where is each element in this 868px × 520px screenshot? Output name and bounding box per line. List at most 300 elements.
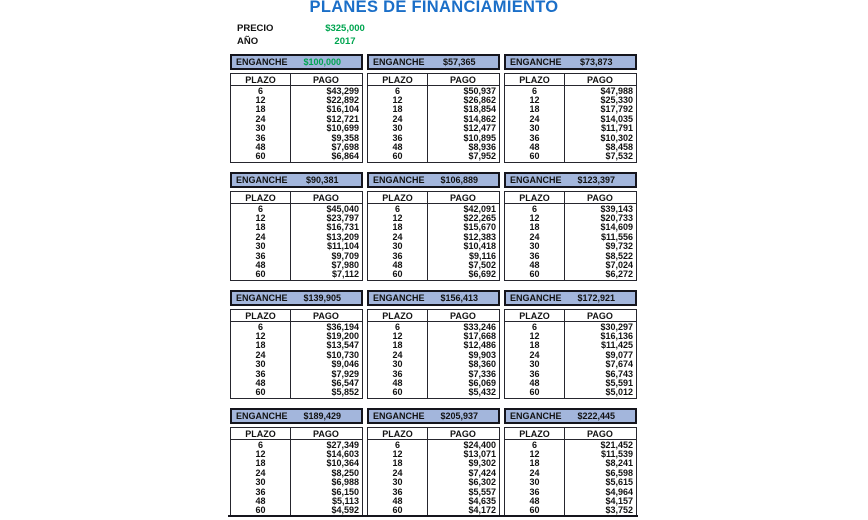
pago-cell: $7,929 (331, 368, 359, 379)
table-header-row (368, 428, 499, 440)
plazo-cell: 6 (257, 439, 263, 450)
table-row (368, 378, 499, 387)
pago-column-header: PAGO (313, 192, 339, 203)
table-row (368, 449, 499, 458)
table-header-row (231, 310, 362, 322)
page-title: PLANES DE FINANCIAMIENTO (309, 0, 559, 16)
table-row (231, 152, 362, 161)
pago-cell: $6,069 (468, 378, 496, 389)
payment-table (504, 309, 637, 399)
payment-table (230, 427, 363, 517)
table-row (231, 322, 362, 331)
pago-column-header: PAGO (587, 428, 613, 439)
table-rows (505, 440, 636, 515)
table-row (505, 223, 636, 232)
plazo-cell: 24 (255, 467, 266, 478)
pago-cell: $9,903 (468, 349, 496, 360)
enganche-label: ENGANCHE (510, 293, 562, 303)
plazo-cell: 30 (529, 359, 540, 370)
table-rows (505, 322, 636, 397)
table-rows (368, 322, 499, 397)
table-rows (368, 204, 499, 279)
plazo-cell: 60 (392, 151, 403, 162)
table-rows (368, 86, 499, 161)
plazo-cell: 6 (394, 439, 400, 450)
enganche-value: $123,397 (577, 175, 616, 185)
pago-cell: $8,522 (605, 250, 633, 261)
enganche-value: $205,937 (440, 411, 479, 421)
enganche-value: $100,000 (303, 57, 342, 67)
plazo-cell: 48 (392, 260, 403, 271)
table-row (231, 223, 362, 232)
table-row (368, 232, 499, 241)
plazo-column-header: PLAZO (245, 310, 276, 321)
plans-grid (230, 54, 637, 517)
table-row (368, 124, 499, 133)
table-row (505, 242, 636, 251)
pago-cell: $7,698 (331, 142, 359, 153)
plazo-cell: 18 (255, 340, 266, 351)
table-row (505, 459, 636, 468)
pago-cell: $11,539 (600, 449, 633, 460)
plazo-cell: 24 (392, 467, 403, 478)
table-row (368, 322, 499, 331)
plazo-cell: 6 (394, 85, 400, 96)
enganche-header (367, 172, 500, 188)
table-row (505, 350, 636, 359)
plazo-cell: 18 (529, 340, 540, 351)
precio-label: PRECIO (237, 23, 274, 34)
plazo-cell: 36 (255, 132, 266, 143)
pago-cell: $3,752 (605, 505, 633, 516)
ano-row (237, 35, 387, 48)
table-row (231, 251, 362, 260)
enganche-header (504, 172, 637, 188)
table-row (231, 369, 362, 378)
plazo-cell: 48 (392, 142, 403, 153)
pago-cell: $5,113 (331, 496, 359, 507)
plazo-cell: 18 (255, 222, 266, 233)
plazo-cell: 36 (392, 250, 403, 261)
pago-column-header: PAGO (450, 310, 476, 321)
table-row (231, 360, 362, 369)
enganche-header (367, 408, 500, 424)
table-header-row (505, 310, 636, 322)
plazo-cell: 48 (529, 496, 540, 507)
pago-cell: $7,424 (468, 467, 496, 478)
pago-cell: $17,668 (463, 331, 496, 342)
pago-cell: $16,104 (326, 104, 359, 115)
pago-cell: $27,349 (326, 439, 359, 450)
table-rows (505, 204, 636, 279)
pago-cell: $6,302 (468, 477, 496, 488)
enganche-label: ENGANCHE (236, 57, 288, 67)
pago-cell: $4,172 (468, 505, 496, 516)
table-header-row (231, 192, 362, 204)
pago-cell: $7,980 (331, 260, 359, 271)
enganche-header (230, 408, 363, 424)
plazo-cell: 60 (392, 269, 403, 280)
pago-cell: $12,486 (463, 340, 496, 351)
pago-column-header: PAGO (450, 428, 476, 439)
plazo-cell: 30 (255, 359, 266, 370)
plazo-cell: 18 (392, 222, 403, 233)
plazo-cell: 12 (255, 95, 266, 106)
plazo-cell: 36 (529, 132, 540, 143)
table-row (368, 223, 499, 232)
pago-cell: $15,670 (463, 222, 496, 233)
payment-table (504, 73, 637, 163)
table-header-row (231, 428, 362, 440)
plazo-cell: 60 (255, 269, 266, 280)
table-row (231, 496, 362, 505)
table-row (368, 213, 499, 222)
plazo-cell: 48 (529, 378, 540, 389)
plazo-cell: 36 (392, 132, 403, 143)
table-rows (231, 322, 362, 397)
plazo-cell: 48 (255, 378, 266, 389)
plazo-cell: 30 (255, 241, 266, 252)
table-row (505, 232, 636, 241)
pago-cell: $8,458 (605, 142, 633, 153)
table-row (231, 331, 362, 340)
pago-cell: $14,035 (600, 113, 633, 124)
table-row (505, 360, 636, 369)
plazo-cell: 6 (257, 321, 263, 332)
enganche-value: $106,889 (440, 175, 479, 185)
table-row (368, 251, 499, 260)
pago-column-header: PAGO (313, 310, 339, 321)
pago-column-header: PAGO (587, 310, 613, 321)
payment-table (504, 427, 637, 517)
pago-cell: $50,937 (463, 85, 496, 96)
table-row (505, 487, 636, 496)
table-row (231, 133, 362, 142)
pago-cell: $9,709 (331, 250, 359, 261)
plazo-cell: 6 (531, 203, 537, 214)
enganche-label: ENGANCHE (373, 411, 425, 421)
plazo-cell: 36 (255, 486, 266, 497)
pago-cell: $21,452 (600, 439, 633, 450)
payment-table (230, 309, 363, 399)
pago-cell: $26,862 (463, 95, 496, 106)
plazo-cell: 30 (529, 123, 540, 134)
pago-cell: $7,674 (605, 359, 633, 370)
pago-column-header: PAGO (587, 74, 613, 85)
table-row (505, 204, 636, 213)
plazo-cell: 12 (392, 449, 403, 460)
plazo-cell: 12 (392, 95, 403, 106)
plazo-cell: 48 (255, 260, 266, 271)
pago-cell: $10,895 (463, 132, 496, 143)
pago-column-header: PAGO (587, 192, 613, 203)
table-row (368, 242, 499, 251)
enganche-value: $156,413 (440, 293, 479, 303)
plazo-cell: 30 (392, 477, 403, 488)
table-row (505, 468, 636, 477)
enganche-label: ENGANCHE (236, 175, 288, 185)
plazo-cell: 36 (529, 368, 540, 379)
plazo-cell: 30 (255, 477, 266, 488)
pago-cell: $11,425 (600, 340, 633, 351)
pago-cell: $7,502 (468, 260, 496, 271)
plazo-cell: 24 (529, 349, 540, 360)
plazo-column-header: PLAZO (519, 74, 550, 85)
pago-cell: $36,194 (326, 321, 359, 332)
plazo-cell: 60 (255, 387, 266, 398)
plazo-column-header: PLAZO (519, 310, 550, 321)
pago-cell: $22,892 (326, 95, 359, 106)
pago-cell: $22,265 (463, 213, 496, 224)
table-row (231, 114, 362, 123)
plazo-cell: 30 (529, 477, 540, 488)
ano-label: AÑO (237, 36, 259, 47)
pago-cell: $16,136 (600, 331, 633, 342)
pago-cell: $16,731 (326, 222, 359, 233)
pago-cell: $11,556 (600, 231, 633, 242)
pago-cell: $13,547 (326, 340, 359, 351)
pago-cell: $6,692 (468, 269, 496, 280)
plan-table-group (504, 408, 637, 517)
table-row (231, 468, 362, 477)
table-row (368, 487, 499, 496)
plazo-cell: 30 (392, 241, 403, 252)
table-rows (368, 440, 499, 515)
payment-table (230, 73, 363, 163)
pago-cell: $10,418 (463, 241, 496, 252)
plazo-cell: 12 (529, 213, 540, 224)
pago-cell: $42,091 (463, 203, 496, 214)
table-row (231, 242, 362, 251)
pago-cell: $8,241 (605, 458, 633, 469)
plazo-cell: 48 (529, 260, 540, 271)
payment-table (367, 427, 500, 517)
enganche-value: $73,873 (579, 57, 613, 67)
table-row (505, 152, 636, 161)
enganche-header (504, 54, 637, 70)
table-row (231, 487, 362, 496)
price-info-block (237, 22, 387, 48)
plazo-cell: 12 (529, 331, 540, 342)
plan-table-group (230, 54, 363, 163)
pago-cell: $7,532 (605, 151, 633, 162)
pago-cell: $6,743 (605, 368, 633, 379)
plan-table-group (367, 290, 500, 399)
table-row (505, 124, 636, 133)
plan-table-group (230, 408, 363, 517)
enganche-header (230, 290, 363, 306)
table-row (231, 204, 362, 213)
table-row (368, 331, 499, 340)
table-row (368, 152, 499, 161)
pago-cell: $7,112 (331, 269, 359, 280)
pago-cell: $14,862 (463, 113, 496, 124)
pago-cell: $20,733 (600, 213, 633, 224)
plazo-cell: 6 (531, 321, 537, 332)
pago-cell: $4,157 (605, 496, 633, 507)
table-row (505, 369, 636, 378)
table-row (231, 105, 362, 114)
table-header-row (368, 74, 499, 86)
plazo-cell: 36 (392, 368, 403, 379)
pago-cell: $12,721 (326, 113, 359, 124)
table-row (368, 105, 499, 114)
pago-cell: $6,598 (605, 467, 633, 478)
precio-row (237, 22, 387, 35)
plazo-cell: 60 (392, 505, 403, 516)
table-row (368, 341, 499, 350)
plazo-cell: 24 (392, 113, 403, 124)
table-row (505, 270, 636, 279)
table-row (231, 440, 362, 449)
pago-cell: $24,400 (463, 439, 496, 450)
table-row (505, 133, 636, 142)
table-row (368, 133, 499, 142)
pago-cell: $9,116 (468, 250, 496, 261)
table-row (368, 440, 499, 449)
plazo-cell: 18 (392, 458, 403, 469)
table-row (505, 440, 636, 449)
plazo-column-header: PLAZO (382, 310, 413, 321)
plazo-cell: 60 (255, 151, 266, 162)
plan-table-group (504, 172, 637, 281)
table-row (231, 341, 362, 350)
table-row (231, 86, 362, 95)
table-row (505, 449, 636, 458)
enganche-header (230, 172, 363, 188)
pago-cell: $4,635 (468, 496, 496, 507)
plan-table-group (504, 54, 637, 163)
ano-value: 2017 (334, 36, 356, 47)
table-row (231, 478, 362, 487)
pago-cell: $13,209 (326, 231, 359, 242)
table-row (505, 251, 636, 260)
table-rows (505, 86, 636, 161)
plazo-cell: 30 (392, 359, 403, 370)
plazo-cell: 60 (529, 151, 540, 162)
pago-cell: $10,364 (326, 458, 359, 469)
pago-cell: $8,360 (468, 359, 496, 370)
plazo-cell: 36 (392, 486, 403, 497)
table-row (505, 105, 636, 114)
plazo-cell: 6 (394, 321, 400, 332)
payment-table (504, 191, 637, 281)
pago-cell: $6,150 (331, 486, 359, 497)
pago-cell: $9,046 (331, 359, 359, 370)
table-row (368, 270, 499, 279)
table-row (231, 449, 362, 458)
plazo-cell: 60 (529, 505, 540, 516)
table-row (368, 204, 499, 213)
plazo-cell: 24 (392, 349, 403, 360)
plazo-cell: 24 (255, 349, 266, 360)
pago-cell: $9,358 (331, 132, 359, 143)
table-row (231, 95, 362, 104)
plazo-cell: 24 (529, 113, 540, 124)
plazo-cell: 12 (255, 331, 266, 342)
table-row (505, 260, 636, 269)
plazo-cell: 6 (531, 439, 537, 450)
plazo-cell: 24 (255, 113, 266, 124)
pago-cell: $5,615 (605, 477, 633, 488)
plazo-cell: 60 (392, 387, 403, 398)
plazo-cell: 48 (255, 496, 266, 507)
plazo-cell: 36 (255, 250, 266, 261)
pago-cell: $7,952 (468, 151, 496, 162)
table-row (231, 506, 362, 515)
plazo-column-header: PLAZO (382, 74, 413, 85)
table-row (231, 260, 362, 269)
plazo-cell: 60 (529, 387, 540, 398)
pago-cell: $6,547 (331, 378, 359, 389)
table-row (231, 459, 362, 468)
plazo-cell: 24 (255, 231, 266, 242)
pago-cell: $17,792 (600, 104, 633, 115)
table-header-row (505, 192, 636, 204)
table-row (368, 350, 499, 359)
pago-cell: $10,302 (600, 132, 633, 143)
pago-cell: $11,791 (600, 123, 633, 134)
plazo-cell: 30 (392, 123, 403, 134)
pago-cell: $33,246 (463, 321, 496, 332)
plazo-cell: 12 (255, 213, 266, 224)
pago-cell: $43,299 (326, 85, 359, 96)
enganche-value: $222,445 (577, 411, 616, 421)
table-row (368, 142, 499, 151)
pago-cell: $10,730 (326, 349, 359, 360)
enganche-value: $172,921 (577, 293, 616, 303)
table-header-row (505, 428, 636, 440)
pago-cell: $7,336 (468, 368, 496, 379)
enganche-label: ENGANCHE (236, 293, 288, 303)
table-row (505, 506, 636, 515)
table-header-row (368, 192, 499, 204)
pago-cell: $18,854 (463, 104, 496, 115)
enganche-label: ENGANCHE (236, 411, 288, 421)
pago-column-header: PAGO (450, 192, 476, 203)
pago-cell: $6,864 (331, 151, 359, 162)
payment-table (367, 73, 500, 163)
pago-cell: $47,988 (600, 85, 633, 96)
pago-column-header: PAGO (313, 74, 339, 85)
enganche-value: $189,429 (303, 411, 342, 421)
pago-cell: $13,071 (463, 449, 496, 460)
plazo-cell: 18 (255, 104, 266, 115)
table-row (231, 142, 362, 151)
table-header-row (368, 310, 499, 322)
plan-table-group (367, 408, 500, 517)
precio-value: $325,000 (325, 23, 365, 34)
table-row (368, 369, 499, 378)
plazo-cell: 48 (529, 142, 540, 153)
payment-table (230, 191, 363, 281)
plazo-column-header: PLAZO (245, 428, 276, 439)
plazo-cell: 24 (529, 231, 540, 242)
plan-table-group (504, 290, 637, 399)
plazo-column-header: PLAZO (382, 192, 413, 203)
pago-cell: $9,302 (468, 458, 496, 469)
enganche-label: ENGANCHE (373, 175, 425, 185)
table-row (505, 388, 636, 397)
pago-cell: $5,852 (331, 387, 359, 398)
table-row (505, 114, 636, 123)
pago-cell: $39,143 (600, 203, 633, 214)
plazo-cell: 24 (529, 467, 540, 478)
bottom-divider (228, 515, 638, 517)
pago-cell: $7,024 (605, 260, 633, 271)
plazo-cell: 36 (529, 486, 540, 497)
plazo-cell: 12 (392, 331, 403, 342)
